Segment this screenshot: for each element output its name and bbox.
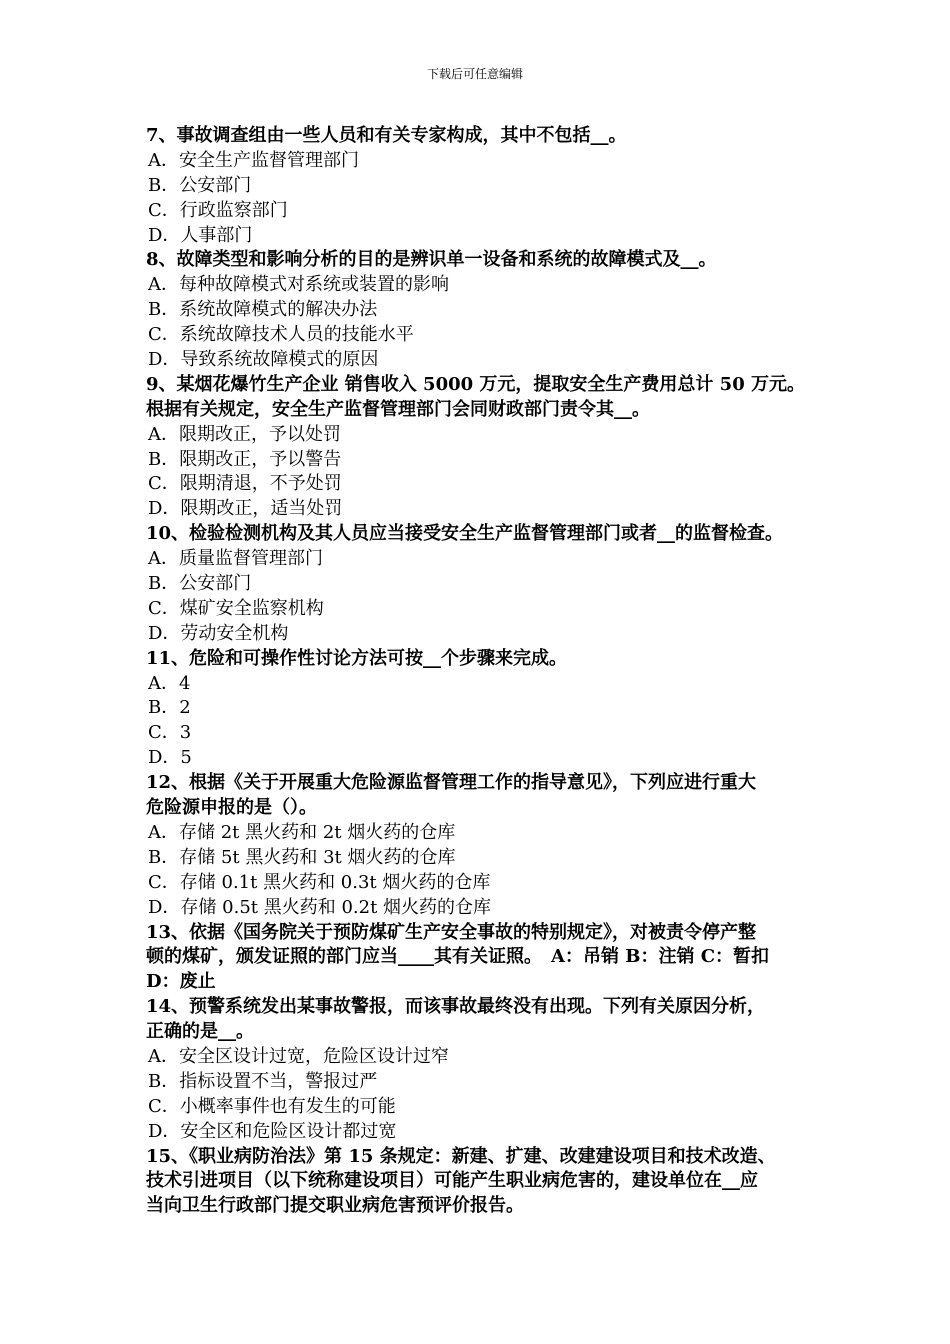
option-line: D．安全区和危险区设计都过宽 [148,1120,397,1142]
option-line: A．存储 2t 黑火药和 2t 烟火药的仓库 [148,821,456,843]
question-line: 根据有关规定，安全生产监督管理部门会同财政部门责令其__。 [146,398,650,420]
option-line: B．存储 5t 黑火药和 3t 烟火药的仓库 [148,846,456,868]
question-line: 13、依据《国务院关于预防煤矿生产安全事故的特别规定》，对被责令停产整 [146,921,757,943]
option-line: A．质量监督管理部门 [148,548,323,570]
question-line: 14、预警系统发出某事故警报，而该事故最终没有出现。下列有关原因分析， [146,996,766,1018]
option-line: D．5 [148,747,192,769]
question-line: 9、某烟花爆竹生产企业 销售收入 5000 万元，提取安全生产费用总计 50 万元。 [146,373,806,395]
question-line: 12、根据《关于开展重大危险源监督管理工作的指导意见》，下列应进行重大 [146,772,757,794]
option-line: D．人事部门 [148,224,253,246]
page-header: 下载后可任意编辑 [426,67,523,81]
option-line: A．安全区设计过宽，危险区设计过窄 [148,1045,449,1067]
option-line: C．小概率事件也有发生的可能 [148,1095,396,1117]
option-line: C．3 [148,722,192,744]
option-line: C．行政监察部门 [148,199,288,221]
option-line: B．系统故障模式的解决办法 [148,299,378,321]
option-line: B．2 [148,697,191,719]
question-line: 正确的是__。 [146,1021,254,1043]
option-line: D．限期改正，适当处罚 [148,498,343,520]
document-body [146,124,826,1219]
question-line: 危险源申报的是（）。 [146,797,317,819]
option-line: D．劳动安全机构 [148,622,289,644]
option-line: A．安全生产监督管理部门 [148,149,359,171]
option-line: B．限期改正，予以警告 [148,448,342,470]
question-line: D：废止 [146,971,216,993]
option-line: C．系统故障技术人员的技能水平 [148,324,414,346]
option-line: B．公安部门 [148,573,252,595]
option-line: B．指标设置不当，警报过严 [148,1070,378,1092]
option-line: D．存储 0.5t 黑火药和 0.2t 烟火药的仓库 [148,896,492,918]
question-line: 15、《职业病防治法》第 15 条规定：新建、扩建、改建建设项目和技术改造、 [146,1145,776,1167]
option-line: A．4 [148,672,191,694]
option-line: C．存储 0.1t 黑火药和 0.3t 烟火药的仓库 [148,871,491,893]
question-line: 11、危险和可操作性讨论方法可按__个步骤来完成。 [146,647,568,669]
option-line: A．限期改正，予以处罚 [148,423,341,445]
question-line: 7、事故调查组由一些人员和有关专家构成，其中不包括__。 [146,125,627,146]
question-line: 顿的煤矿，颁发证照的部门应当____其有关证照。 A：吊销 B：注销 C：暂扣 [146,946,770,968]
option-line: B．公安部门 [148,174,252,196]
question-line: 当向卫生行政部门提交职业病危害预评价报告。 [146,1195,524,1217]
option-line: A．每种故障模式对系统或装置的影响 [148,274,449,296]
question-line: 10、检验检测机构及其人员应当接受安全生产监督管理部门或者__的监督检查。 [146,523,784,545]
option-line: D．导致系统故障模式的原因 [148,349,379,371]
question-line: 技术引进项目（以下统称建设项目）可能产生职业病危害的，建设单位在__应 [146,1170,758,1192]
option-line: C．煤矿安全监察机构 [148,597,324,619]
option-line: C．限期清退，不予处罚 [148,473,342,495]
question-line: 8、故障类型和影响分析的目的是辨识单一设备和系统的故障模式及__。 [146,249,717,271]
